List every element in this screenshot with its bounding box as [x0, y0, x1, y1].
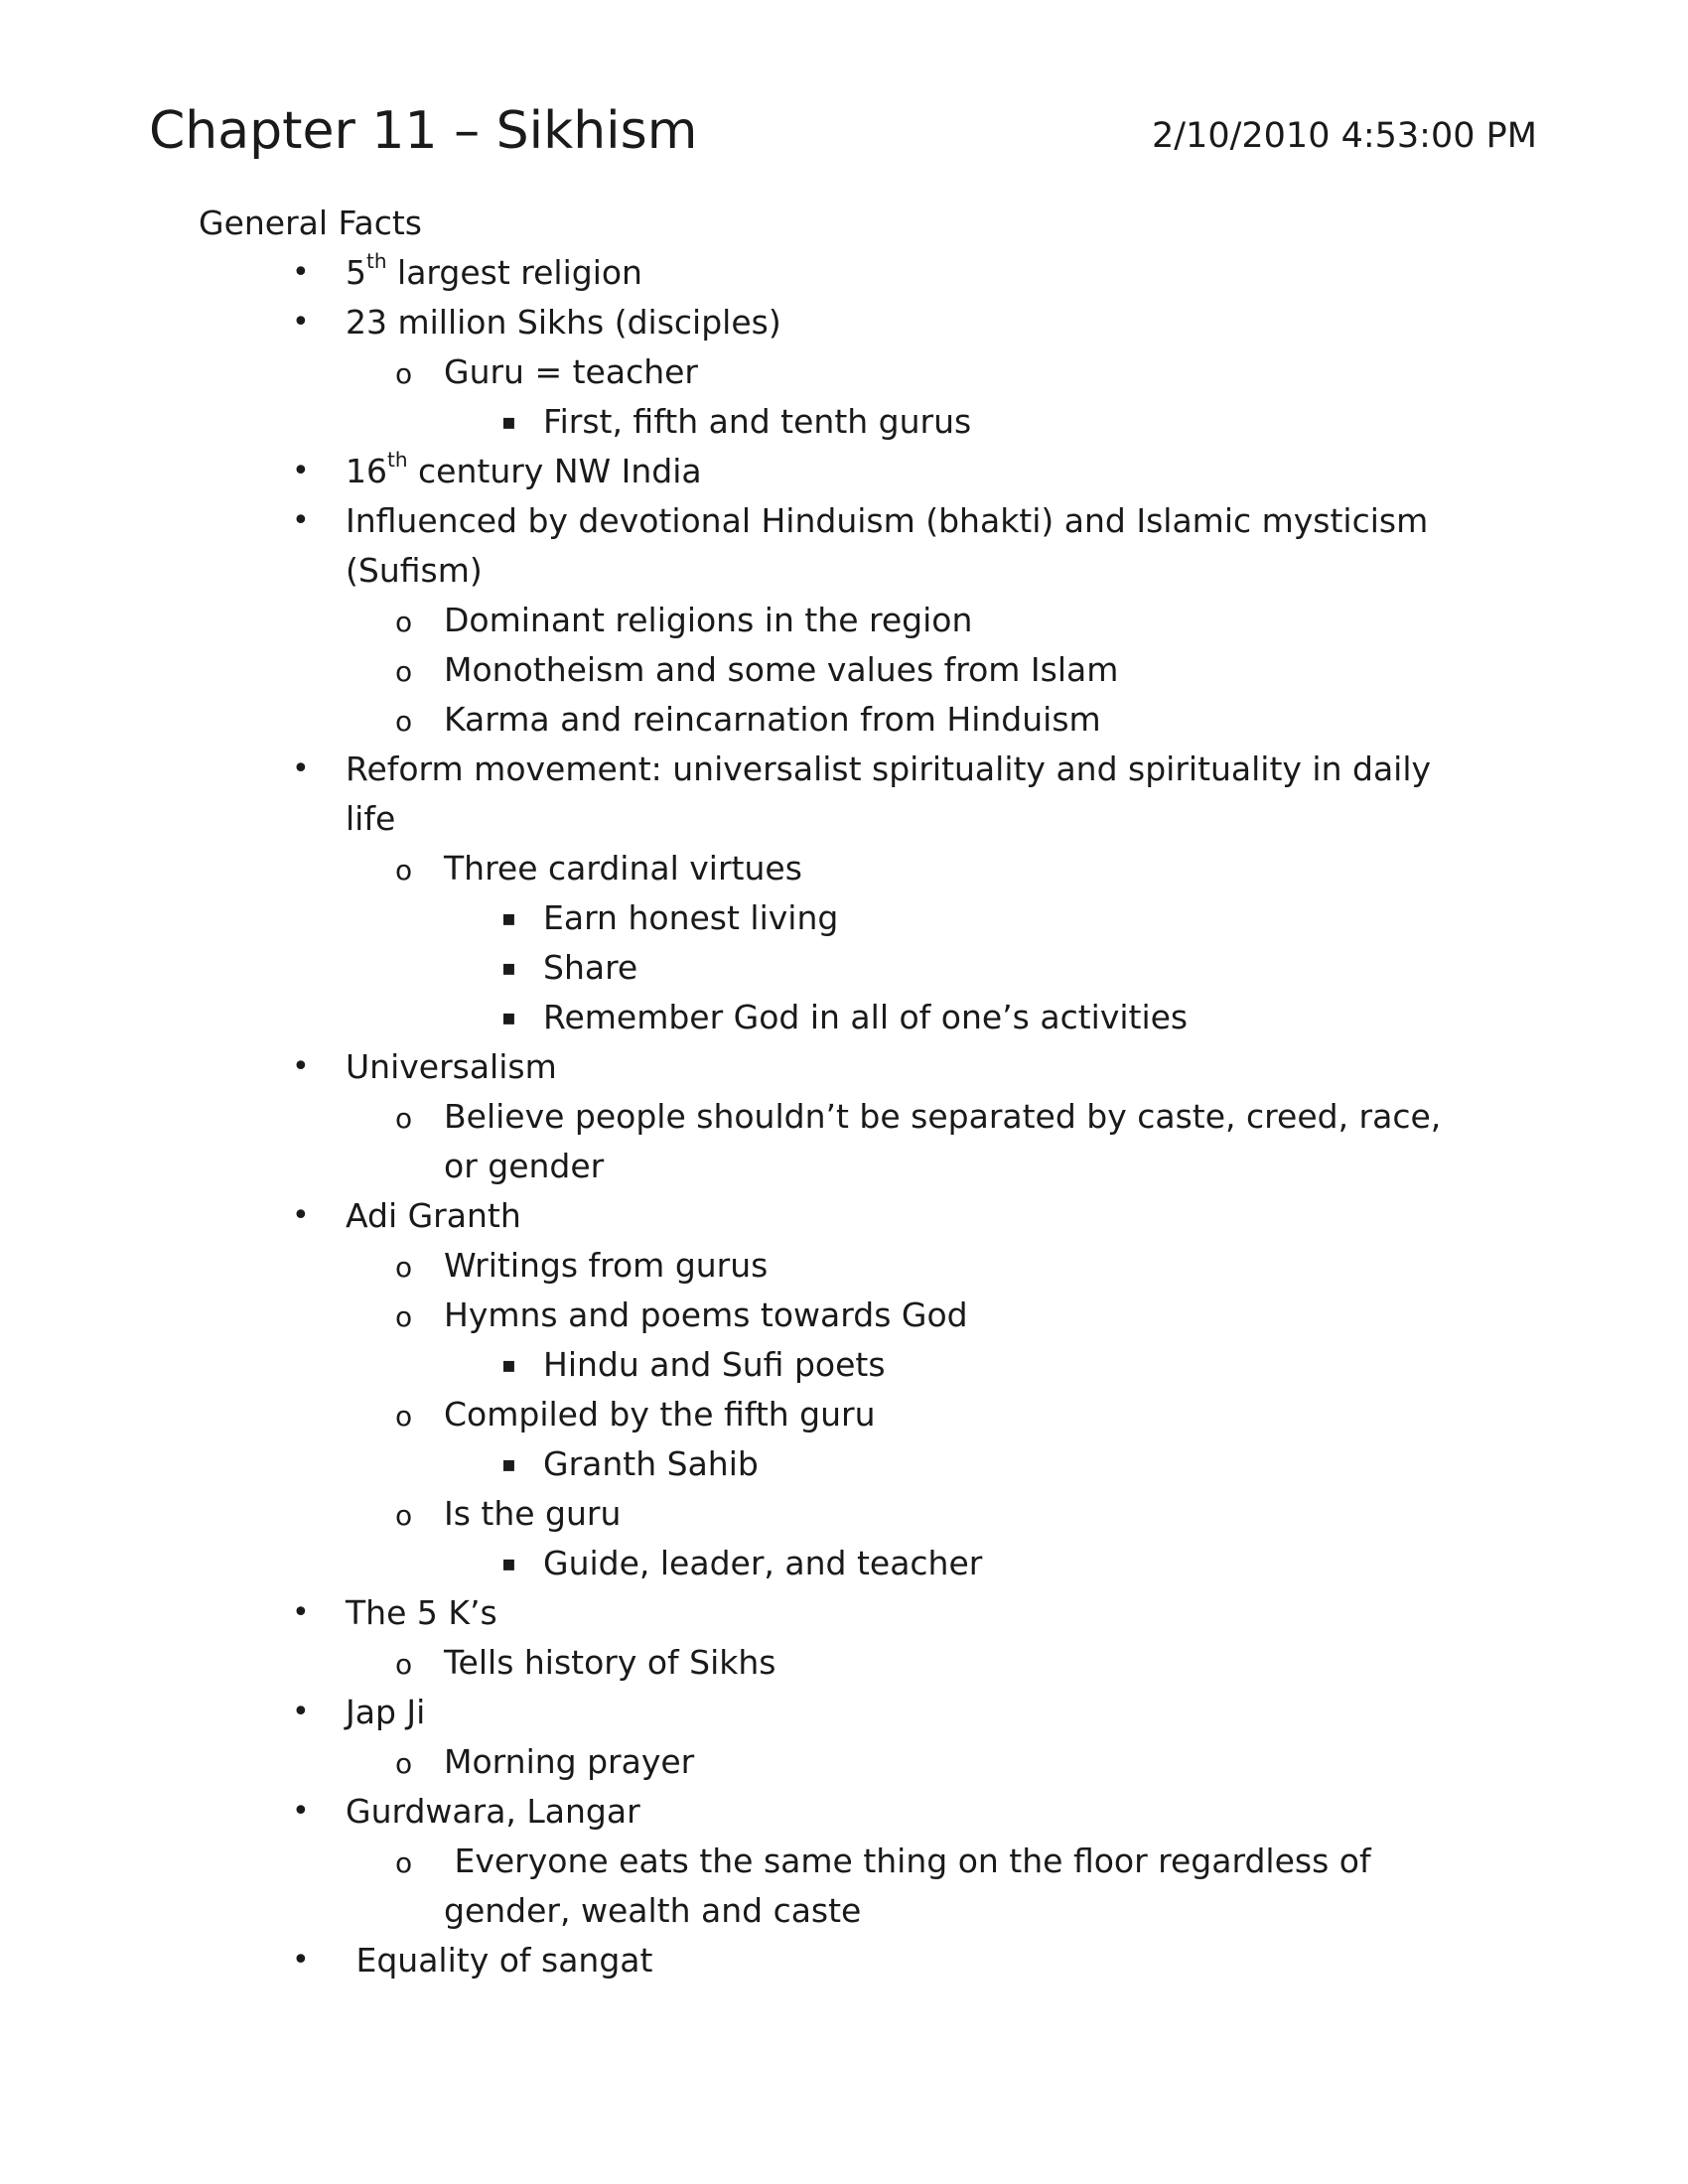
list-item-fifth-largest-religion — [0, 248, 1458, 298]
item-text: Dominant religions in the region — [444, 601, 973, 639]
item-text: Is the guru — [444, 1494, 622, 1533]
ordinal-suffix: th — [387, 448, 408, 472]
disc-bullet-icon: • — [292, 305, 310, 340]
page-title: Chapter 11 – Sikhism — [149, 101, 698, 161]
disc-bullet-icon: • — [292, 1695, 310, 1729]
list-item-gurdwara-langar — [0, 1787, 1458, 1837]
disc-bullet-icon: • — [292, 751, 310, 786]
list-item-remember-god — [0, 993, 1457, 1042]
circle-bullet-icon: o — [395, 655, 413, 688]
list-item-first-fifth-tenth-gurus — [0, 397, 1457, 447]
ordinal-number: 5 — [346, 253, 366, 292]
list-item-guru-teacher — [0, 347, 1457, 397]
list-item-guide-leader-teacher — [0, 1539, 1457, 1588]
item-text-rest: century NW India — [407, 452, 702, 490]
circle-bullet-icon: o — [395, 705, 413, 738]
disc-bullet-icon: • — [292, 1943, 310, 1978]
item-text: The 5 K’s — [346, 1593, 497, 1632]
square-bullet-icon: ▪ — [501, 1006, 516, 1030]
list-item-writings-from-gurus — [0, 1241, 1457, 1291]
list-item-compiled-by-fifth-guru — [0, 1390, 1457, 1439]
item-text: First, fifth and tenth gurus — [543, 402, 972, 441]
item-text: 23 million Sikhs (disciples) — [346, 303, 781, 341]
item-text: Granth Sahib — [543, 1444, 759, 1483]
list-item-hindu-sufi-poets — [0, 1340, 1457, 1390]
item-text: Universalism — [346, 1047, 557, 1086]
item-text: Earn honest living — [543, 898, 839, 937]
item-text: Everyone eats the same thing on the floor regardless of gender, wealth and caste — [444, 1842, 1382, 1930]
list-item-23-million-sikhs — [0, 298, 1458, 347]
list-item-share — [0, 943, 1457, 993]
list-item-is-the-guru — [0, 1489, 1457, 1539]
list-item-equality-of-sangat — [0, 1936, 1458, 1985]
item-text: Writings from gurus — [444, 1246, 769, 1285]
circle-bullet-icon: o — [395, 1846, 413, 1879]
list-item-history-of-sikhs — [0, 1638, 1457, 1688]
item-text: Guru = teacher — [444, 352, 698, 391]
list-item-five-ks — [0, 1588, 1458, 1638]
ordinal-number: 16 — [346, 452, 387, 490]
item-text: Gurdwara, Langar — [346, 1792, 640, 1831]
disc-bullet-icon: • — [292, 255, 310, 290]
list-item-universalism — [0, 1042, 1458, 1092]
item-text: Share — [543, 948, 638, 987]
square-bullet-icon: ▪ — [501, 956, 516, 981]
list-item-granth-sahib — [0, 1439, 1457, 1489]
circle-bullet-icon: o — [395, 1648, 413, 1681]
item-text: Influenced by devotional Hinduism (bhakti) and Islamic mysticism (Sufism) — [346, 501, 1429, 590]
item-text: Reform movement: universalist spirituality and spirituality in daily life — [346, 750, 1432, 838]
item-text: Remember God in all of one’s activities — [543, 998, 1189, 1036]
circle-bullet-icon: o — [395, 606, 413, 638]
circle-bullet-icon: o — [395, 357, 413, 390]
item-text — [346, 248, 642, 298]
notes-outline — [0, 248, 1688, 1985]
circle-bullet-icon: o — [395, 1300, 413, 1333]
item-text: Compiled by the fifth guru — [444, 1395, 876, 1433]
circle-bullet-icon: o — [395, 1747, 413, 1780]
item-text: Believe people shouldn’t be separated by caste, creed, race, or gender — [444, 1097, 1442, 1185]
disc-bullet-icon: • — [292, 503, 310, 538]
disc-bullet-icon: • — [292, 1595, 310, 1630]
list-item-earn-honest-living — [0, 893, 1457, 943]
list-item-karma-reincarnation — [0, 695, 1457, 745]
item-text: Jap Ji — [346, 1693, 426, 1731]
item-text — [346, 447, 702, 496]
list-item-adi-granth — [0, 1191, 1458, 1241]
list-item-jap-ji — [0, 1688, 1458, 1737]
square-bullet-icon: ▪ — [501, 1552, 516, 1576]
list-item-hymns-and-poems — [0, 1291, 1457, 1340]
list-item-everyone-eats — [0, 1837, 1457, 1936]
ordinal-suffix: th — [366, 249, 387, 273]
circle-bullet-icon: o — [395, 1499, 413, 1532]
item-text: Three cardinal virtues — [444, 849, 802, 887]
square-bullet-icon: ▪ — [501, 1452, 516, 1477]
list-item-dominant-religions — [0, 596, 1457, 645]
square-bullet-icon: ▪ — [501, 410, 516, 435]
item-text: Hindu and Sufi poets — [543, 1345, 886, 1384]
list-item-16th-century — [0, 447, 1458, 496]
item-text: Equality of sangat — [346, 1941, 653, 1979]
item-text: Tells history of Sikhs — [444, 1643, 776, 1682]
item-text: Morning prayer — [444, 1742, 695, 1781]
disc-bullet-icon: • — [292, 454, 310, 488]
list-item-not-separated — [0, 1092, 1457, 1191]
item-text: Adi Granth — [346, 1196, 521, 1235]
item-text: Monotheism and some values from Islam — [444, 650, 1119, 689]
disc-bullet-icon: • — [292, 1198, 310, 1233]
item-text: Guide, leader, and teacher — [543, 1544, 983, 1582]
item-text: Hymns and poems towards God — [444, 1296, 968, 1334]
list-item-cardinal-virtues — [0, 844, 1457, 893]
disc-bullet-icon: • — [292, 1049, 310, 1084]
timestamp: 2/10/2010 4:53:00 PM — [1152, 116, 1537, 156]
item-text-rest: largest religion — [386, 253, 642, 292]
list-item-reform-movement — [0, 745, 1458, 844]
square-bullet-icon: ▪ — [501, 1353, 516, 1378]
list-item-morning-prayer — [0, 1737, 1457, 1787]
list-item-monotheism — [0, 645, 1457, 695]
square-bullet-icon: ▪ — [501, 906, 516, 931]
list-item-influenced-by — [0, 496, 1458, 596]
circle-bullet-icon: o — [395, 1400, 413, 1433]
circle-bullet-icon: o — [395, 1251, 413, 1284]
item-text: Karma and reincarnation from Hinduism — [444, 700, 1101, 739]
disc-bullet-icon: • — [292, 1794, 310, 1829]
circle-bullet-icon: o — [395, 1102, 413, 1135]
circle-bullet-icon: o — [395, 854, 413, 887]
section-heading: General Facts — [199, 204, 422, 242]
